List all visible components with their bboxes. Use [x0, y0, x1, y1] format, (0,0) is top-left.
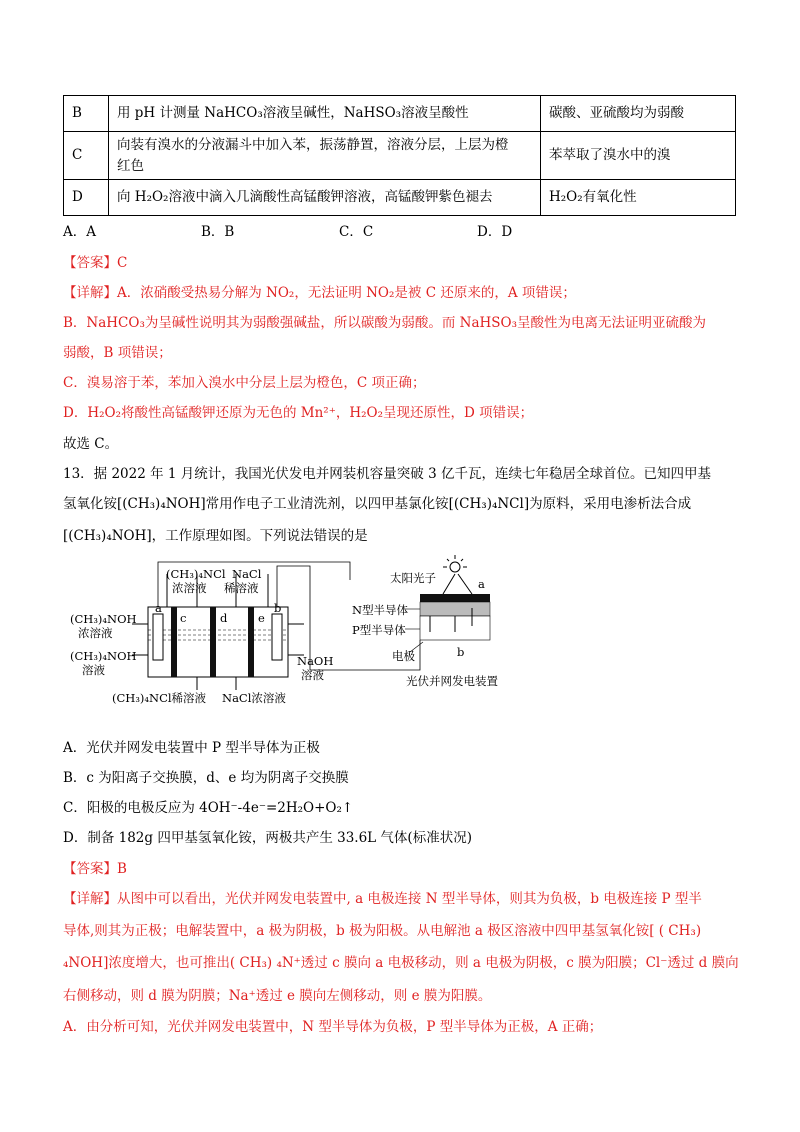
membrane-c	[171, 607, 177, 677]
q13-stem-line: 13．据 2022 年 1 月统计，我国光伏发电并网装机容量突破 3 亿千瓦，连续七年稳居全球首位。已知四甲基	[63, 466, 711, 482]
q13-detail-line: ₄NOH]浓度增大，也可推出( CH₃) ₄N⁺透过 c 膜向 a 电极移动，则 a 电极为阴极，c 膜为阳膜；Cl⁻透过 d 膜向	[63, 955, 739, 971]
fig-electrode: 电极	[392, 649, 415, 663]
electrode-b	[272, 614, 282, 660]
electrode-b-label: b	[274, 601, 282, 615]
fig-top-left-2: 浓溶液	[172, 581, 207, 595]
cell-outline	[148, 607, 288, 677]
fig-right-b: 溶液	[301, 668, 324, 682]
fig-right-a: NaOH	[297, 654, 334, 668]
choice-c: C．C	[339, 224, 374, 240]
fig-left-2a: (CH₃)₄NOH	[70, 649, 137, 663]
membrane-d	[210, 607, 216, 677]
q13-stem-line: [(CH₃)₄NOH]，工作原理如图。下列说法错误的是	[63, 528, 368, 544]
fig-sun: 太阳光子	[390, 571, 436, 585]
q12-choices	[63, 222, 615, 242]
choice-d: D．D	[477, 224, 513, 240]
fig-pv-b: b	[457, 645, 465, 659]
fig-left-2b: 溶液	[82, 663, 105, 677]
electrodialysis-figure	[60, 552, 540, 712]
conclusion-cell: 碳酸、亚硫酸均为弱酸	[541, 96, 736, 132]
fig-device-label: 光伏并网发电装置	[406, 674, 498, 688]
q12-detail-line: C．溴易溶于苯，苯加入溴水中分层上层为橙色，C 项正确；	[63, 375, 426, 391]
q13-option-b: B．c 为阳离子交换膜，d、e 均为阴离子交换膜	[63, 770, 349, 786]
membrane-d-label: d	[220, 611, 228, 625]
table-row	[64, 132, 736, 180]
options-table	[63, 95, 736, 216]
option-label: C	[64, 132, 109, 180]
table-row	[64, 180, 736, 216]
choice-b: B．B	[201, 224, 235, 240]
fig-bottom-left: (CH₃)₄NCl稀溶液	[112, 691, 207, 705]
q13-detail-line: A．由分析可知，光伏并网发电装置中，N 型半导体为负极，P 型半导体为正极，A 正确；	[63, 1019, 603, 1035]
fig-n-type: N型半导体	[352, 603, 409, 617]
electrode-a-label: a	[155, 601, 162, 615]
fig-left-1a: (CH₃)₄NOH	[70, 612, 137, 626]
n-type-layer	[420, 602, 490, 616]
conclusion-cell: 苯萃取了溴水中的溴	[541, 132, 736, 180]
q12-answer: 【答案】C	[63, 255, 128, 271]
q12-detail-line: 【详解】A．浓硝酸受热易分解为 NO₂，无法证明 NO₂是被 C 还原来的，A 项错误；	[63, 285, 576, 301]
q13-stem-line: 氢氧化铵[(CH₃)₄NOH]常用作电子工业清洗剂，以四甲基氯化铵[(CH₃)₄NCl]为原料，采用电渗析法合成	[63, 496, 692, 512]
q12-detail-line: 弱酸，B 项错误；	[63, 345, 172, 361]
q13-option-a: A．光伏并网发电装置中 P 型半导体为正极	[63, 740, 320, 756]
choice-a: A．A	[63, 224, 96, 240]
sun-icon	[450, 562, 460, 572]
q13-detail-line: 导体,则其为正极；电解装置中，a 极为阴极，b 极为阳极。从电解池 a 极区溶液中四甲基氢氧化铵[ ( CH₃)	[63, 923, 702, 939]
q13-detail-line: 右侧移动，则 d 膜为阴膜；Na⁺透过 e 膜向左侧移动，则 e 膜为阳膜。	[63, 988, 492, 1004]
fig-left-1b: 浓溶液	[78, 626, 113, 640]
fig-top-right-2: 稀溶液	[224, 581, 259, 595]
q12-detail-line: D．H₂O₂将酸性高锰酸钾还原为无色的 Mn²⁺，H₂O₂呈现还原性，D 项错误；	[63, 405, 534, 421]
option-label: B	[64, 96, 109, 132]
fig-top-right: NaCl	[232, 567, 262, 581]
q12-detail-line: B．NaHCO₃为呈碱性说明其为弱酸强碱盐，所以碳酸为弱酸。而 NaHSO₃呈酸性为电离无法证明亚硫酸为	[63, 315, 707, 331]
table-row	[64, 96, 736, 132]
operation-line: 向装有溴水的分液漏斗中加入苯，振荡静置，溶液分层，上层为橙	[117, 136, 509, 153]
operation-line: 红色	[117, 157, 144, 174]
option-label: D	[64, 180, 109, 216]
membrane-e-label: e	[258, 611, 265, 625]
q13-option-d: D．制备 182g 四甲基氢氧化铵，两极共产生 33.6L 气体(标准状况)	[63, 830, 472, 846]
conclusion-cell: H₂O₂有氧化性	[541, 180, 736, 216]
q13-answer: 【答案】B	[63, 861, 127, 877]
q12-conclusion: 故选 C。	[63, 436, 119, 452]
operation-cell	[109, 132, 541, 180]
fig-pv-a: a	[478, 577, 485, 591]
q13-detail-line: 【详解】从图中可以看出，光伏并网发电装置中, a 电极连接 N 型半导体，则其为负极，b 电极连接 P 型半	[63, 891, 702, 907]
membrane-e	[248, 607, 254, 677]
fig-top-left: (CH₃)₄NCl	[166, 567, 226, 581]
operation-cell: 用 pH 计测量 NaHCO₃溶液呈碱性，NaHSO₃溶液呈酸性	[109, 96, 541, 132]
q13-option-c: C．阳极的电极反应为 4OH⁻-4e⁻=2H₂O+O₂↑	[63, 800, 354, 816]
membrane-c-label: c	[180, 611, 187, 625]
fig-p-type: P型半导体	[352, 623, 406, 637]
fig-bottom-right: NaCl浓溶液	[222, 691, 286, 705]
operation-cell: 向 H₂O₂溶液中滴入几滴酸性高锰酸钾溶液，高锰酸钾紫色褪去	[109, 180, 541, 216]
electrode-a	[153, 614, 163, 660]
